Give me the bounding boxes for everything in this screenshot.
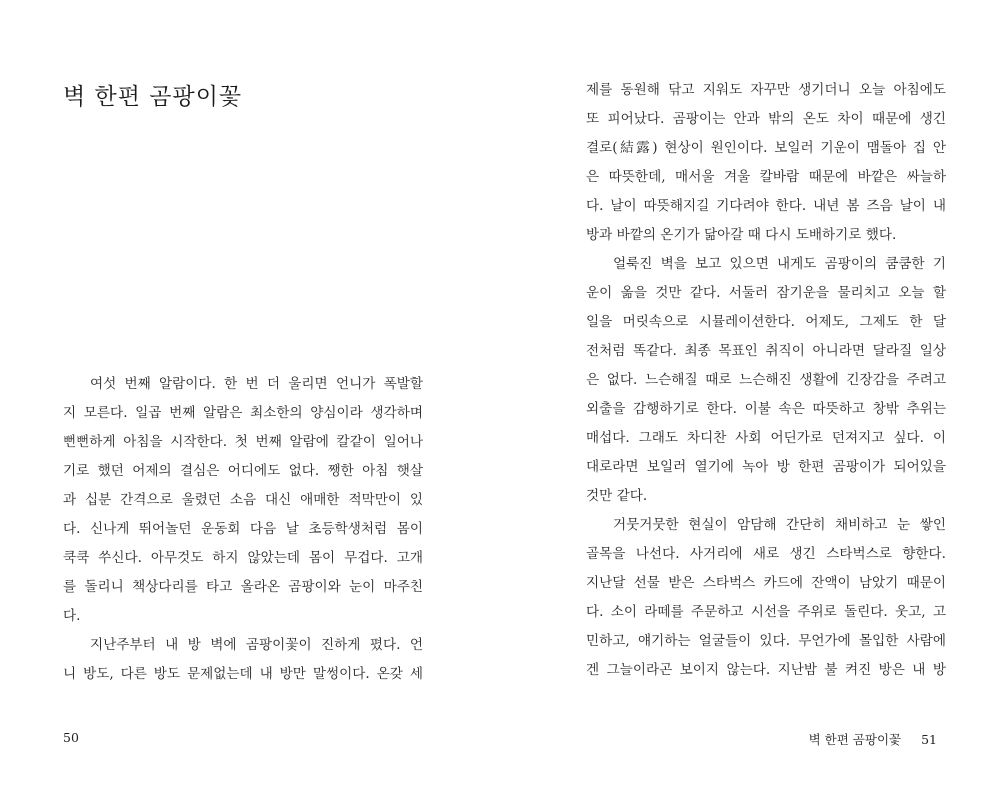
text-line: 일을 머릿속으로 시뮬레이션한다. 어제도, 그제도 한 달: [586, 314, 946, 330]
text-line: 기로 했던 어제의 결심은 어디에도 없다. 쨍한 아침 햇살: [63, 463, 423, 479]
text-line: 거뭇거뭇한 현실이 암담해 간단히 채비하고 눈 쌓인: [613, 517, 946, 533]
chapter-title: 벽 한편 곰팡이꽃: [63, 84, 243, 110]
text-line: 다.: [63, 608, 81, 624]
paragraph: [586, 250, 946, 511]
text-line: 를 돌리니 책상다리를 타고 올라온 곰팡이와 눈이 마주친: [63, 579, 423, 595]
text-line: 다. 신나게 뛰어놀던 운동회 다음 날 초등학생처럼 몸이: [63, 521, 423, 537]
page-number: 50: [63, 730, 79, 745]
text-line: 매섭다. 그래도 차디찬 사회 어딘가로 던져지고 싶다. 이: [586, 430, 946, 446]
paragraph: [586, 511, 946, 685]
text-line: 겐 그늘이라곤 보이지 않는다. 지난밤 불 켜진 방은 내 방: [586, 662, 946, 678]
page-number: 51: [921, 732, 937, 747]
text-line: 은 없다. 느슨해질 때로 느슨해진 생활에 긴장감을 주려고: [586, 372, 946, 388]
text-line: 여섯 번째 알람이다. 한 번 더 울리면 언니가 폭발할: [90, 376, 423, 392]
right-page: [500, 0, 1000, 791]
text-line: 방과 바깥의 온기가 닮아갈 때 다시 도배하기로 했다.: [586, 227, 897, 243]
text-line: 외출을 감행하기로 한다. 이불 속은 따뜻하고 창밖 추위는: [586, 401, 946, 417]
right-body-text: [586, 76, 946, 685]
page-footer: [809, 730, 937, 748]
text-line: 대로라면 보일러 열기에 녹아 방 한편 곰팡이가 되어있을: [586, 459, 946, 475]
running-title: 벽 한편 곰팡이꽃: [808, 732, 902, 747]
paragraph: [63, 370, 423, 631]
text-line: 것만 같다.: [586, 488, 648, 504]
text-line: 뻔뻔하게 아침을 시작한다. 첫 번째 알람에 칼같이 일어나: [63, 434, 423, 450]
text-line: 다. 소이 라떼를 주문하고 시선을 주위로 돌린다. 웃고, 고: [586, 604, 946, 620]
text-line: 운이 옮을 것만 같다. 서둘러 잠기운을 물리치고 오늘 할: [586, 285, 946, 301]
paragraph: [63, 631, 423, 689]
text-line: 민하고, 얘기하는 얼굴들이 있다. 무언가에 몰입한 사람에: [586, 633, 946, 649]
text-line: 지난주부터 내 방 벽에 곰팡이꽃이 진하게 폈다. 언: [90, 637, 423, 653]
paragraph: [586, 76, 946, 250]
text-line: 얼룩진 벽을 보고 있으면 내게도 곰팡이의 쿰쿰한 기: [613, 256, 946, 272]
text-line: 지 모른다. 일곱 번째 알람은 최소한의 양심이라 생각하며: [63, 405, 423, 421]
text-line: 은 따뜻한데, 매서울 겨울 칼바람 때문에 바깥은 싸늘하: [586, 169, 946, 185]
text-line: 다. 날이 따뜻해지길 기다려야 한다. 내년 봄 즈음 날이 내: [586, 198, 946, 214]
text-line: 과 십분 간격으로 울렸던 소음 대신 애매한 적막만이 있: [63, 492, 423, 508]
text-line: 지난달 선물 받은 스타벅스 카드에 잔액이 남았기 때문이: [586, 575, 946, 591]
text-line: 결로(結露) 현상이 원인이다. 보일러 기운이 맴돌아 집 안: [586, 140, 946, 156]
text-line: 또 피어났다. 곰팡이는 안과 밖의 온도 차이 때문에 생긴: [586, 111, 946, 127]
text-line: 골목을 나선다. 사거리에 새로 생긴 스타벅스로 향한다.: [586, 546, 946, 562]
left-body-text: [63, 370, 423, 689]
text-line: 제를 동원해 닦고 지워도 자꾸만 생기더니 오늘 아침에도: [586, 82, 946, 98]
text-line: 쿡쿡 쑤신다. 아무것도 하지 않았는데 몸이 무겁다. 고개: [63, 550, 423, 566]
text-line: 전처럼 똑같다. 최종 목표인 취직이 아니라면 달라질 일상: [586, 343, 946, 359]
text-line: 니 방도, 다른 방도 문제없는데 내 방만 말썽이다. 온갖 세: [63, 666, 423, 682]
